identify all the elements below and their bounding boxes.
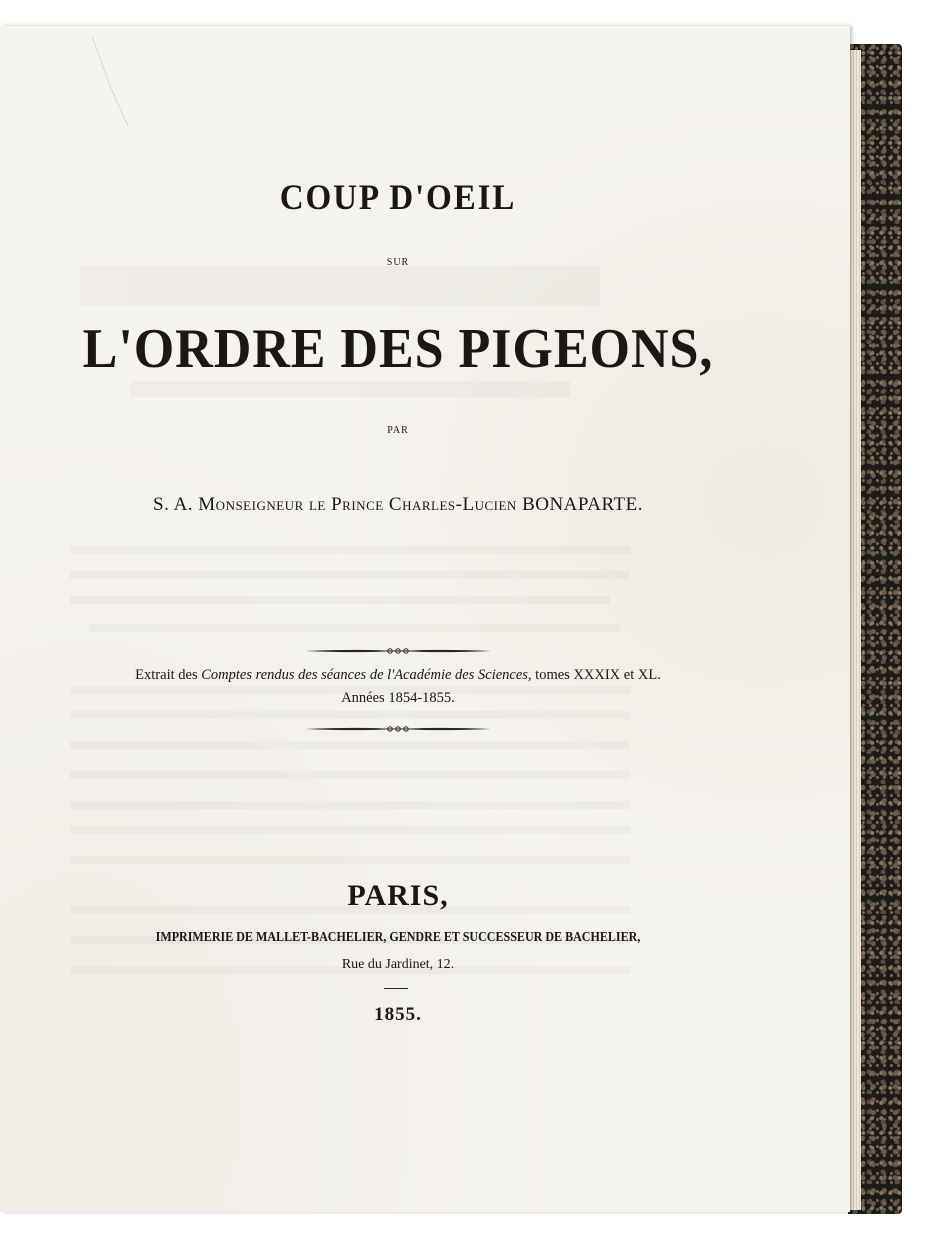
extract-source: Comptes rendus des séances de l'Académie des Sciences, — [201, 667, 532, 683]
imprint-year: 1855. — [374, 1004, 422, 1025]
ornamental-rule-top — [305, 646, 491, 656]
extract-line — [0, 667, 796, 684]
word-sur: SUR — [386, 257, 410, 268]
author-line: S. A. Monseigneur le Prince Charles-Lucien BONAPARTE. — [153, 494, 643, 515]
years-line: Années 1854-1855. — [341, 690, 455, 706]
imprint-printer: IMPRIMERIE DE MALLET-BACHELIER, GENDRE ET SUCCESSEUR DE BACHELIER, — [155, 930, 641, 945]
title-page — [0, 26, 850, 1212]
extract-prefix: Extrait des — [135, 667, 202, 683]
short-divider — [384, 988, 408, 989]
word-par: PAR — [387, 425, 409, 436]
imprint-city: PARIS, — [347, 879, 449, 912]
main-title: L'ORDRE DES PIGEONS, — [82, 318, 714, 380]
imprint-address: Rue du Jardinet, 12. — [341, 957, 455, 972]
ornamental-rule-bottom — [305, 724, 491, 734]
extract-suffix: tomes XXXIX et XL. — [531, 667, 661, 683]
title-coup-doeil: COUP D'OEIL — [279, 177, 517, 217]
